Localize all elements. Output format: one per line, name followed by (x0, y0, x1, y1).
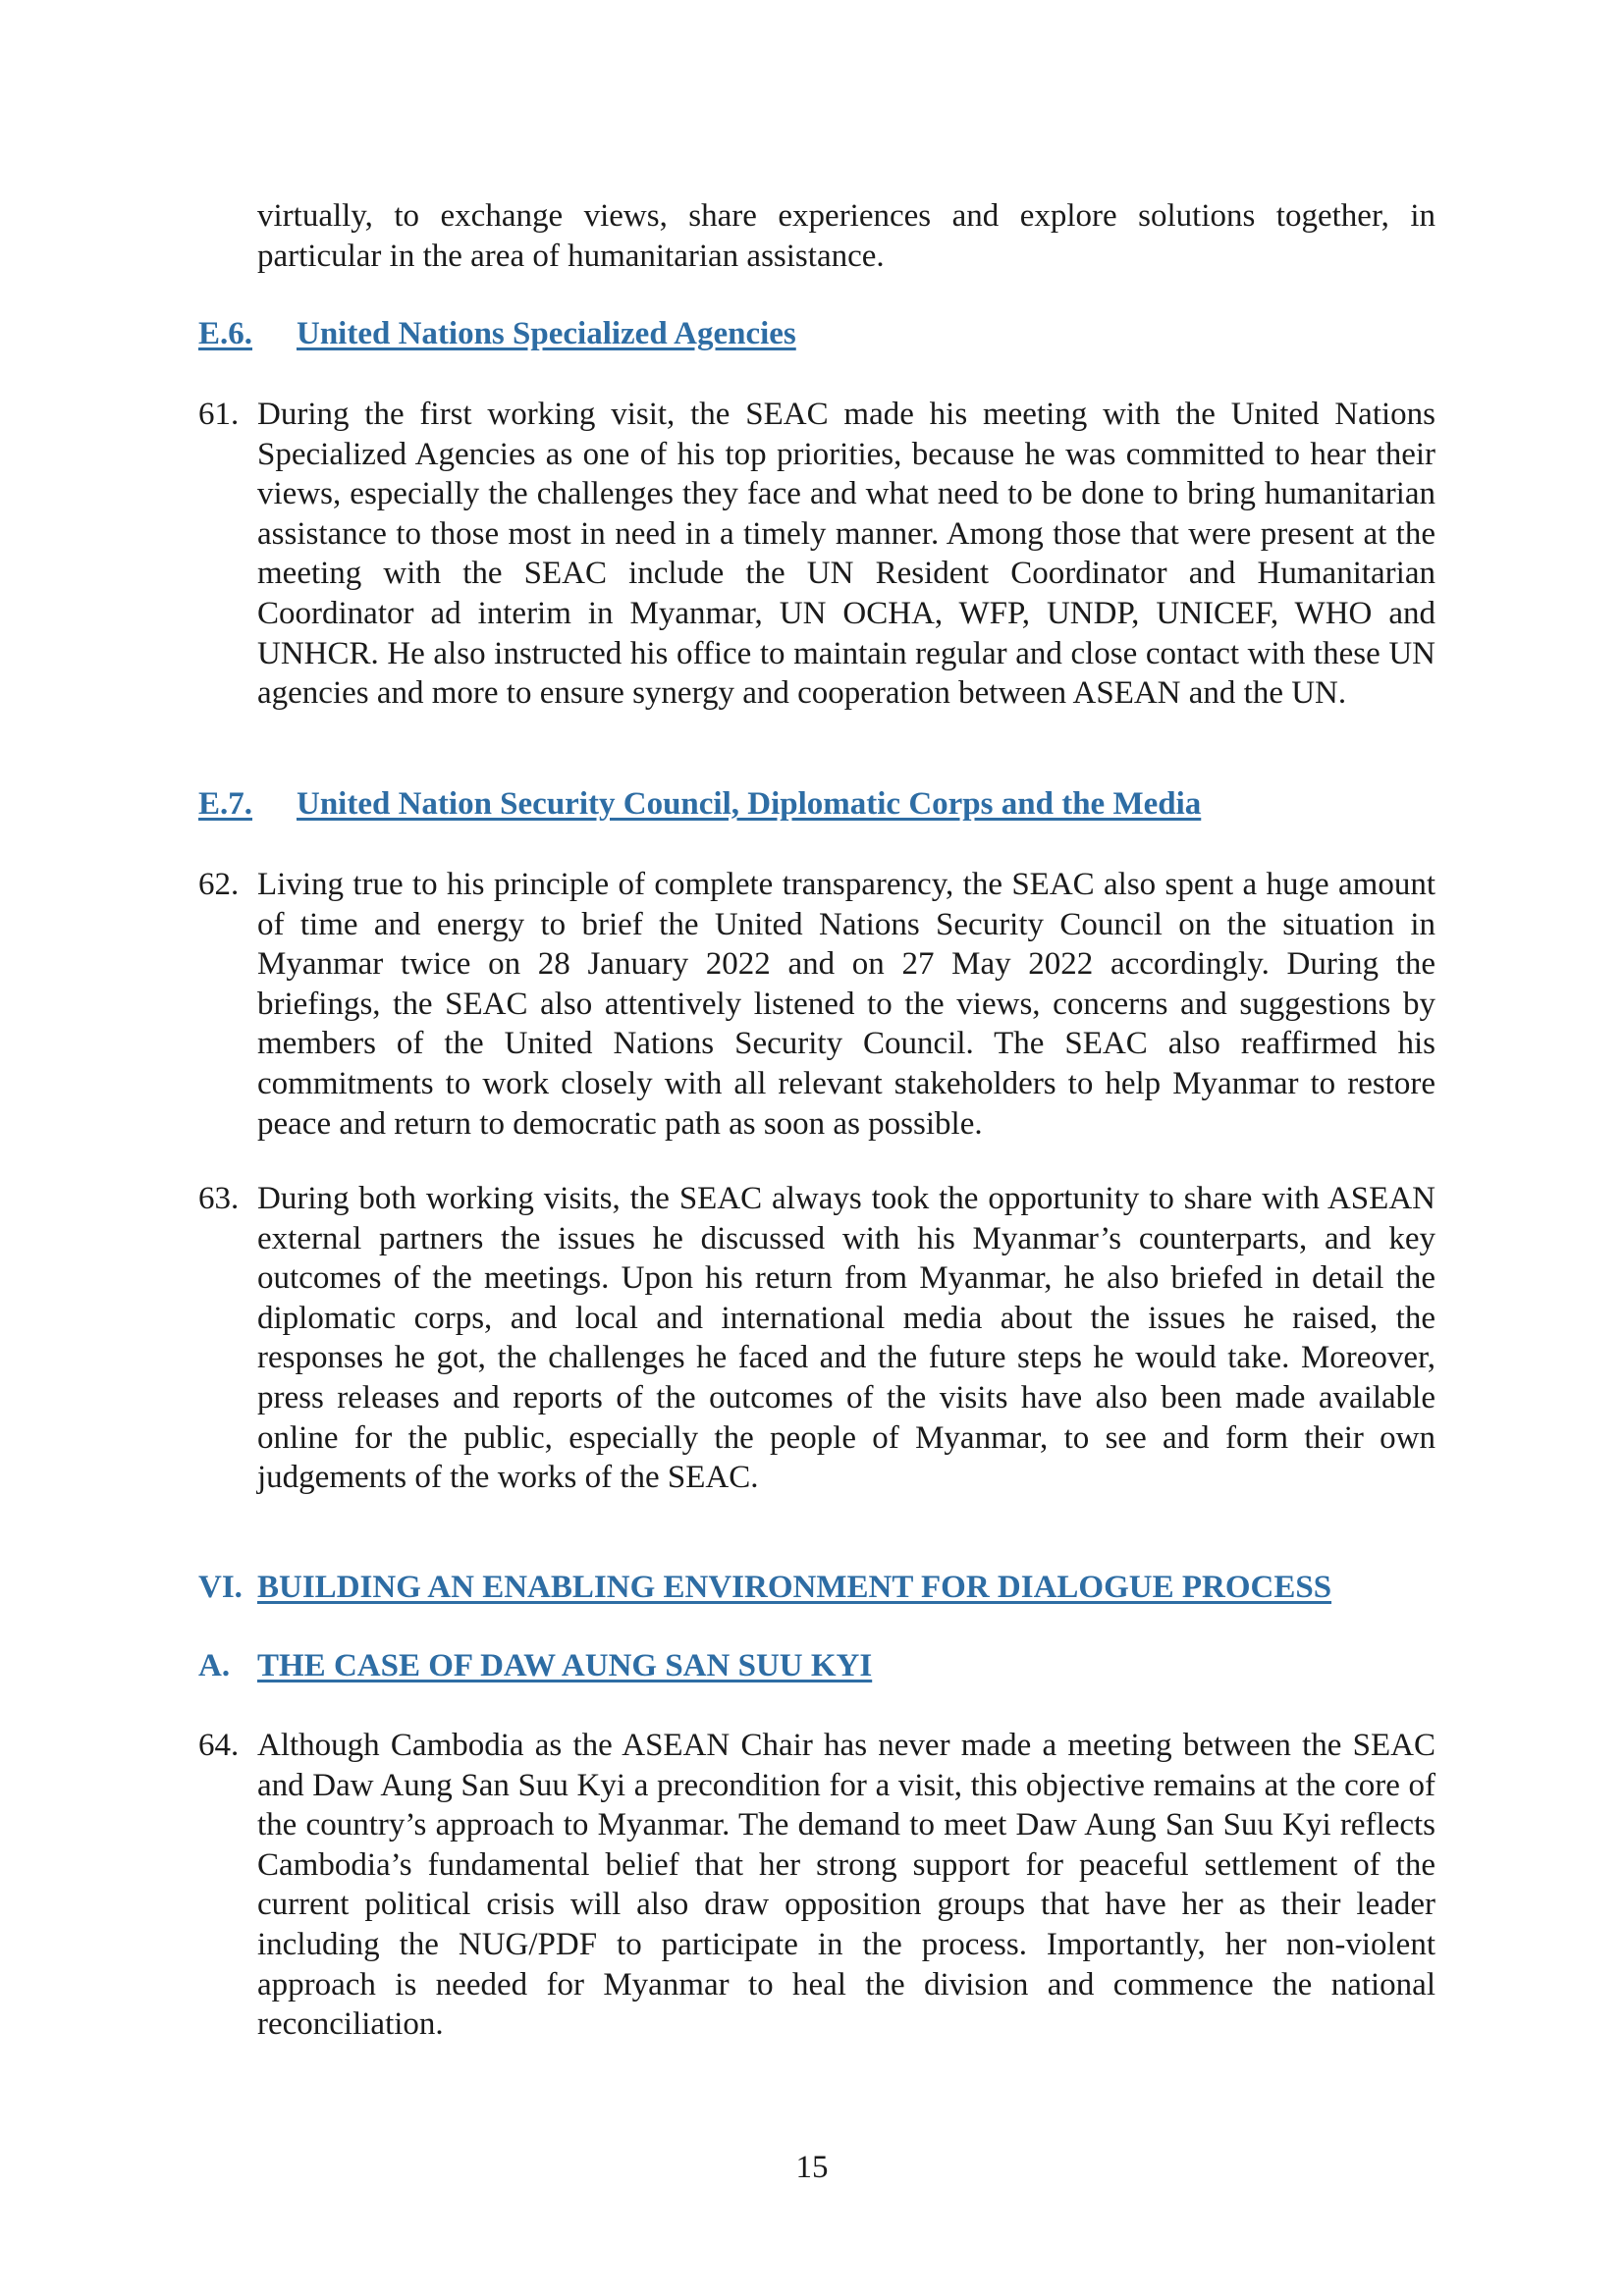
paragraph-number: 64. (198, 1728, 240, 1763)
paragraph-62: Living true to his principle of complete transparency, the SEAC also spent a huge amount of time and energy to brief the United Nations Security Council on the situation in Myanmar twice on 28 January 2022 and on 27 May 2022 accordingly. During the briefings, the SEAC also attentively listened to the views, concerns and suggestions by members of the United Nations Security Council. The SEAC also reaffirmed his commitments to work closely with all relevant stakeholders to help Myanmar to restore peace and return to democratic path as soon as possible. (257, 867, 1435, 1142)
paragraph-number: 62. (198, 867, 240, 902)
section-heading-e7 (198, 784, 1201, 824)
section-number: E.6. (198, 316, 253, 351)
section-title: THE CASE OF DAW AUNG SAN SUU KYI (257, 1648, 873, 1683)
section-heading-vi (198, 1568, 1331, 1607)
paragraph-61: During the first working visit, the SEAC made his meeting with the United Nations Specialized Agencies as one of his top priorities, because he was committed to hear their views, especially the challenges they face and what need to be done to bring humanitarian assistance to those most in need in a timely manner. Among those that were present at the meeting with the SEAC include the UN Resident Coordinator and Humanitarian Coordinator ad interim in Myanmar, UN OCHA, WFP, UNDP, UNICEF, WHO and UNHCR. He also instructed his office to maintain regular and close contact with these UN agencies and more to ensure synergy and cooperation between ASEAN and the UN. (257, 397, 1435, 712)
section-heading-e6 (198, 314, 796, 353)
paragraph-63: During both working visits, the SEAC always took the opportunity to share with ASEAN external partners the issues he discussed with his Myanmar’s counterparts, and key outcomes of the meetings. Upon his return from Myanmar, he also briefed in detail the diplomatic corps, and local and international media about the issues he raised, the responses he got, the challenges he faced and the future steps he would take. Moreover, press releases and reports of the outcomes of the visits have also been made available online for the public, especially the people of Myanmar, to see and form their own judgements of the works of the SEAC. (257, 1181, 1435, 1496)
page-number: 15 (795, 2150, 829, 2185)
section-title: BUILDING AN ENABLING ENVIRONMENT FOR DIALOGUE PROCESS (257, 1570, 1332, 1605)
section-number: A. (198, 1648, 231, 1683)
paragraph-64: Although Cambodia as the ASEAN Chair has never made a meeting between the SEAC and Daw Aung San Suu Kyi a precondition for a visit, this objective remains at the core of the country’s approach to Myanmar. The demand to meet Daw Aung San Suu Kyi reflects Cambodia’s fundamental belief that her strong support for peaceful settlement of the current political crisis will also draw opposition groups that have her as their leader including the NUG/PDF to participate in the process. Importantly, her non-violent approach is needed for Myanmar to heal the division and commence the national reconciliation. (257, 1728, 1435, 2043)
section-number: VI. (198, 1570, 243, 1605)
intro-paragraph: virtually, to exchange views, share experiences and explore solutions together, in particular in the area of humanitarian assistance. (257, 198, 1435, 274)
section-heading-a (198, 1646, 872, 1685)
section-number: E.7. (198, 786, 253, 822)
section-title: United Nation Security Council, Diplomatic Corps and the Media (297, 786, 1202, 822)
section-title: United Nations Specialized Agencies (297, 316, 796, 351)
paragraph-number: 61. (198, 397, 240, 432)
paragraph-number: 63. (198, 1181, 240, 1216)
